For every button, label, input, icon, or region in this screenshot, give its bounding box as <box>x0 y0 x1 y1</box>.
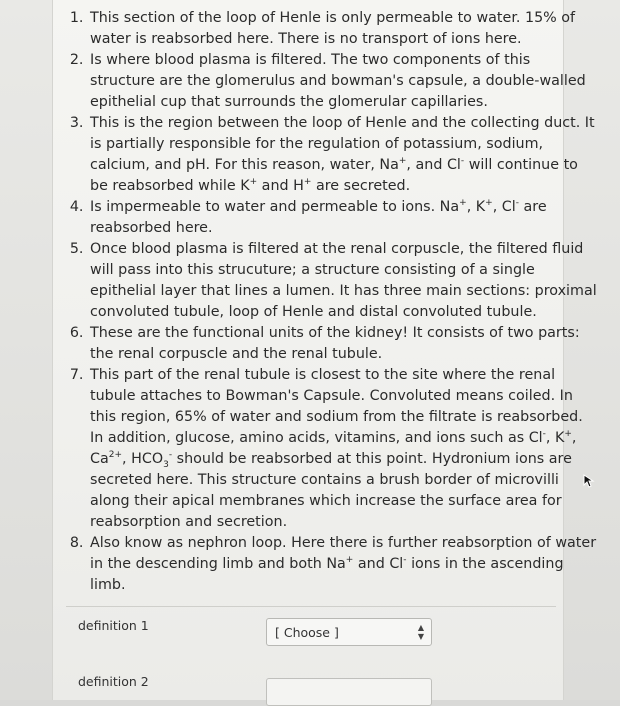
mouse-pointer-icon <box>583 474 595 488</box>
list-item: 1. This section of the loop of Henle is only permeable to water. 15% of water is reabsorbed here. There is no transport of ions here. <box>88 8 598 50</box>
divider <box>66 606 556 607</box>
definition-1-label: definition 1 <box>78 618 149 633</box>
definition-1-select[interactable] <box>266 618 432 646</box>
list-item: 2. Is where blood plasma is filtered. The two components of this structure are the glomerulus and bowman's capsule, a double-walled epithelial cup that surrounds the glomerular capillaries. <box>88 50 598 113</box>
definition-2-select[interactable] <box>266 678 432 706</box>
definition-2-label: definition 2 <box>78 674 149 689</box>
list-item: 4. Is impermeable to water and permeable to ions. Na+, K+, Cl- are reabsorbed here. <box>88 197 598 239</box>
list-item: 6. These are the functional units of the kidney! It consists of two parts: the renal corpuscle and the renal tubule. <box>88 323 598 365</box>
list-item: 5. Once blood plasma is filtered at the renal corpuscle, the filtered fluid will pass into this strucuture; a structure consisting of a single epithelial layer that lines a lumen. It has three main sections: proximal convoluted tubule, loop of Henle and distal convoluted tubule. <box>88 239 598 323</box>
definition-1-selected-value: [ Choose ] <box>275 625 339 640</box>
up-down-arrows-icon: ▲ ▼ <box>417 623 424 641</box>
list-item: 7. This part of the renal tubule is closest to the site where the renal tubule attaches to Bowman's Capsule. Convoluted means coiled. In this region, 65% of water and sodium from the filtrate is reabsorbed. In addition, glucose, amino acids, vitamins, and ions such as Cl-, K+, $Ca^{2+}$, $HCO_3^-$ should be reabsorbed at this point. Hydronium ions are secreted here. This structure contains a brush border of microvilli along their apical membranes which increase the surface area for reabsorption and secretion. <box>88 365 598 533</box>
definitions-list <box>58 8 598 596</box>
list-item: 3. This is the region between the loop of Henle and the collecting duct. It is partially responsible for the regulation of potassium, sodium, calcium, and pH. For this reason, water, Na+, and Cl- will continue to be reabsorbed while K+ and H+ are secreted. <box>88 113 598 197</box>
list-item: 8. Also know as nephron loop. Here there is further reabsorption of water in the descending limb and both Na+ and Cl- ions in the ascending limb. <box>88 533 598 596</box>
